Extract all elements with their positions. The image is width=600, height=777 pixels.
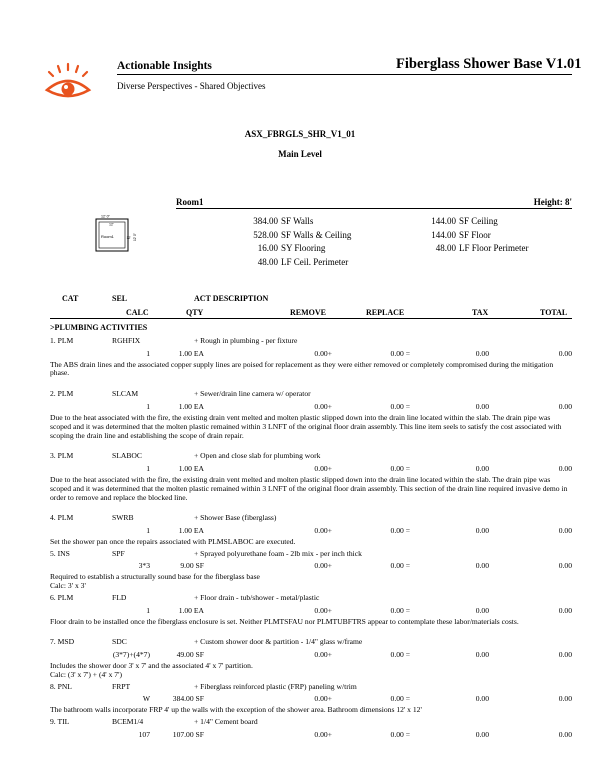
item-number: 8. PNL	[50, 681, 72, 691]
item-replace: 0.00 =	[390, 463, 410, 473]
item-selector: SLABOC	[112, 451, 142, 461]
measurement-value: 16.00	[257, 243, 278, 253]
room-divider	[176, 208, 572, 209]
item-remove: 0.00+	[314, 401, 332, 411]
sketch-dim-inner: 12'	[109, 222, 114, 227]
item-replace: 0.00 =	[390, 561, 410, 571]
item-note: Required to establish a structurally sound base for the fiberglass base Calc: 3' x 3'	[50, 572, 260, 591]
room-measurement	[238, 216, 313, 226]
item-total: 0.00	[558, 649, 572, 659]
item-qty: 1.00 EA	[178, 605, 204, 615]
item-note: The bathroom walls incorporate FRP 4' up the walls with the exception of the shower area. Bathroom dimensions 12' x 12'	[50, 705, 422, 715]
item-tax: 0.00	[475, 348, 489, 358]
section-heading: >PLUMBING ACTIVITIES	[50, 323, 148, 332]
item-total: 0.00	[558, 694, 572, 704]
room-measurement	[238, 243, 325, 253]
item-qty: 1.00 EA	[178, 463, 204, 473]
item-number: 6. PLM	[50, 593, 74, 603]
col-act-desc: ACT DESCRIPTION	[194, 294, 269, 303]
col-sel: SEL	[112, 294, 128, 303]
column-divider	[50, 318, 572, 319]
item-remove: 0.00+	[314, 729, 332, 739]
room-measurement	[238, 230, 351, 240]
item-calc: 1	[146, 605, 150, 615]
item-calc: 3*3	[138, 561, 150, 571]
measurement-unit: SF Floor	[459, 229, 491, 240]
item-qty: 384.00 SF	[172, 694, 204, 704]
room-height: Height: 8'	[533, 197, 572, 207]
item-replace: 0.00 =	[390, 525, 410, 535]
measurement-value: 144.00	[431, 229, 456, 240]
room-measurement	[416, 216, 498, 226]
item-note: Due to the heat associated with the fire, the existing drain vent melted and molten plastic slipped down into the drain line located within the slab. The drain pipe was scoped and it was determined that the molten plastic remained within 3 LNFT of the original floor drain assembly. This section of the drain line required invasive demo in order to remove and replace the blocked line.	[50, 474, 568, 502]
measurement-unit: SY Flooring	[281, 243, 326, 253]
room-name: Room1	[176, 197, 204, 207]
item-tax: 0.00	[475, 694, 489, 704]
item-number: 4. PLM	[50, 513, 74, 523]
level-name: Main Level	[278, 149, 322, 159]
sketch-label: Room1	[101, 234, 114, 239]
item-remove: 0.00+	[314, 561, 332, 571]
item-total: 0.00	[558, 463, 572, 473]
item-total: 0.00	[558, 525, 572, 535]
company-tagline: Diverse Perspectives - Shared Objectives	[117, 81, 266, 91]
item-remove: 0.00+	[314, 605, 332, 615]
item-tax: 0.00	[475, 463, 489, 473]
measurement-unit: SF Ceiling	[459, 216, 498, 226]
col-total: TOTAL	[540, 308, 568, 317]
item-number: 9. TIL	[50, 717, 70, 727]
item-qty: 1.00 EA	[178, 348, 204, 358]
item-remove: 0.00+	[314, 525, 332, 535]
item-description: + Shower Base (fiberglass)	[194, 513, 277, 523]
item-number: 5. INS	[50, 548, 70, 558]
item-replace: 0.00 =	[390, 401, 410, 411]
header-divider	[117, 74, 572, 75]
item-description: + Fiberglass reinforced plastic (FRP) paneling w/trim	[194, 681, 357, 691]
measurement-value: 48.00	[257, 256, 278, 267]
sketch-dim-side: 12'	[126, 236, 131, 240]
item-description: + Open and close slab for plumbing work	[194, 451, 321, 461]
item-calc: 1	[146, 525, 150, 535]
estimate-name: ASX_FBRGLS_SHR_V1_01	[244, 129, 356, 139]
item-calc: (3*7)+(4*7)	[112, 649, 150, 659]
room-measurement	[238, 257, 348, 267]
item-selector: SDC	[112, 637, 127, 647]
measurement-value: 144.00	[431, 216, 456, 226]
item-qty: 9.00 SF	[180, 561, 204, 571]
item-selector: SPF	[112, 548, 125, 558]
item-note: Set the shower pan once the repairs associated with PLMSLABOC are executed.	[50, 536, 296, 546]
company-name: Actionable Insights	[117, 60, 212, 72]
item-selector: SWRB	[112, 513, 134, 523]
item-tax: 0.00	[475, 649, 489, 659]
item-number: 7. MSD	[50, 637, 75, 647]
item-qty: 49.00 SF	[176, 649, 204, 659]
item-remove: 0.00+	[314, 348, 332, 358]
item-replace: 0.00 =	[390, 605, 410, 615]
item-calc: W	[142, 694, 150, 704]
item-total: 0.00	[558, 729, 572, 739]
item-calc: 1	[146, 348, 150, 358]
item-replace: 0.00 =	[390, 649, 410, 659]
col-replace: REPLACE	[366, 308, 405, 317]
col-cat: CAT	[62, 294, 79, 303]
item-qty: 107.00 SF	[172, 729, 204, 739]
measurement-unit: LF Floor Perimeter	[459, 243, 529, 253]
item-description: + Rough in plumbing - per fixture	[194, 336, 298, 345]
col-qty: QTY	[186, 308, 204, 317]
measurement-unit: SF Walls	[281, 216, 314, 226]
item-qty: 1.00 EA	[178, 401, 204, 411]
item-replace: 0.00 =	[390, 729, 410, 739]
item-total: 0.00	[558, 605, 572, 615]
measurement-unit: LF Ceil. Perimeter	[281, 256, 349, 267]
item-remove: 0.00+	[314, 649, 332, 659]
item-qty: 1.00 EA	[178, 525, 204, 535]
item-tax: 0.00	[475, 401, 489, 411]
item-selector: FRPT	[112, 681, 131, 691]
col-remove: REMOVE	[290, 308, 326, 317]
item-selector: BCEM1/4	[112, 717, 144, 727]
item-description: + Custom shower door & partition - 1/4" glass w/frame	[194, 637, 363, 647]
item-description: + Sprayed polyurethane foam - 2lb mix - per inch thick	[194, 548, 362, 558]
item-note: Includes the shower door 3' x 7' and the associated 4' x 7' partition. Calc: (3' x 7') + (4' x 7')	[50, 660, 253, 679]
measurement-value: 528.00	[253, 229, 278, 240]
item-note: The ABS drain lines and the associated copper supply lines are poised for replacement as they were either removed or completely compromised during the mitigation phase.	[50, 359, 554, 378]
measurement-value: 48.00	[435, 243, 456, 253]
item-calc: 1	[146, 463, 150, 473]
room-measurement	[416, 243, 529, 253]
sketch-dim-top: 12' 0"	[101, 214, 110, 219]
item-number: 2. PLM	[50, 389, 74, 399]
item-selector: SLCAM	[112, 389, 139, 399]
item-total: 0.00	[558, 561, 572, 571]
eye-logo-icon	[44, 62, 92, 104]
sketch-dim-right: 12' 0"	[133, 233, 137, 241]
item-description: + 1/4" Cement board	[194, 717, 258, 727]
item-tax: 0.00	[475, 525, 489, 535]
item-number: 1. PLM	[50, 336, 74, 345]
item-selector: FLD	[112, 593, 127, 603]
item-total: 0.00	[558, 401, 572, 411]
item-remove: 0.00+	[314, 463, 332, 473]
item-description: + Floor drain - tub/shower - metal/plastic	[194, 593, 320, 603]
item-calc: 1	[146, 401, 150, 411]
col-calc: CALC	[126, 308, 149, 317]
item-calc: 107	[138, 729, 150, 739]
col-tax: TAX	[472, 308, 489, 317]
item-replace: 0.00 =	[390, 348, 410, 358]
room-measurement	[416, 230, 491, 240]
measurement-unit: SF Walls & Ceiling	[281, 229, 352, 240]
item-number: 3. PLM	[50, 451, 74, 461]
item-note: Due to the heat associated with the fire, the existing drain vent melted and molten plastic slipped down into the drain line located within the slab. The drain pipe was scoped and it was determined that the molten plastic remained within 3 LNFT of the original floor drain assembly. This line item seels to satisfy the cost associated with scoping the drain line and establishing the scope of drain repair.	[50, 412, 562, 440]
item-note: Floor drain to be installed once the fiberglass enclosure is set. Neither PLMTSFAU nor PLMTUBFTRS appear to contemplate these labor/materials costs.	[50, 616, 519, 626]
measurement-value: 384.00	[253, 216, 278, 226]
item-tax: 0.00	[475, 561, 489, 571]
item-description: + Sewer/drain line camera w/ operator	[194, 389, 311, 399]
item-selector: RGHFIX	[112, 336, 141, 345]
room-sketch	[90, 213, 136, 259]
item-tax: 0.00	[475, 729, 489, 739]
item-tax: 0.00	[475, 605, 489, 615]
item-replace: 0.00 =	[390, 694, 410, 704]
item-total: 0.00	[558, 348, 572, 358]
document-title: Fiberglass Shower Base V1.01	[396, 56, 582, 72]
item-remove: 0.00+	[314, 694, 332, 704]
